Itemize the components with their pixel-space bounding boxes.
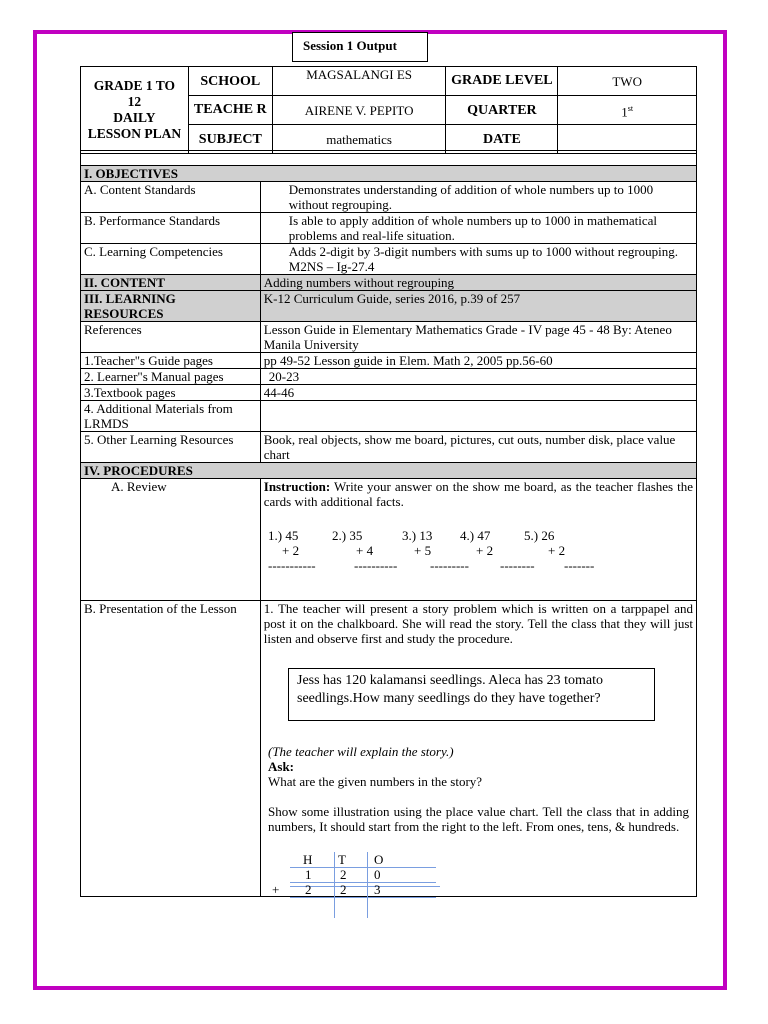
pv-header: H: [303, 852, 313, 867]
presentation-label: B. Presentation of the Lesson: [81, 601, 261, 897]
answer-line: -----------: [268, 558, 316, 573]
resource-label: 4. Additional Materials from LRMDS: [81, 401, 261, 432]
resource-label: References: [81, 322, 261, 353]
resource-label: 3.Textbook pages: [81, 385, 261, 401]
header-table: [80, 66, 697, 154]
session-label: Session 1 Output: [292, 32, 428, 62]
answer-line: -------: [564, 558, 595, 573]
procedures-heading: IV. PROCEDURES: [81, 463, 697, 479]
problem: 1.) 45: [268, 528, 299, 543]
resource-label: 2. Learner"s Manual pages: [81, 369, 261, 385]
objective-text: Demonstrates understanding of addition of whole numbers up to 1000 without regrouping.: [260, 182, 696, 213]
problem: 4.) 47: [460, 528, 491, 543]
presentation-text: 1. The teacher will present a story problem which is written on a tarppapel and post it on the chalkboard. She will read the story. Tell the class that they will just listen and observe first and study the procedure.: [263, 601, 693, 646]
content-heading: II. CONTENT: [81, 275, 261, 291]
subject-value: mathematics: [272, 125, 446, 154]
quarter-value: 1st: [558, 96, 697, 125]
grade-label: GRADE LEVEL: [446, 67, 558, 96]
illustration-text: Show some illustration using the place value chart. Tell the class that in adding numbers, It should start from the right to the left. From ones, tens, & hundreds.: [268, 804, 689, 834]
resource-text: Lesson Guide in Elementary Mathematics Grade - IV page 45 - 48 By: Ateneo Manila University: [260, 322, 696, 353]
resource-text: 44-46: [260, 385, 696, 401]
chart-line: [367, 852, 368, 918]
objectives-heading: I. OBJECTIVES: [81, 166, 697, 182]
subject-label: SUBJECT: [188, 125, 272, 154]
problem-addend: + 5: [414, 543, 432, 558]
chart-line: [290, 886, 440, 887]
objective-label: A. Content Standards: [81, 182, 261, 213]
review-label: A. Review: [81, 479, 261, 601]
quarter-label: QUARTER: [446, 96, 558, 125]
pv-digit: 0: [374, 867, 381, 882]
problem-addend: + 2: [476, 543, 494, 558]
problem: 2.) 35: [332, 528, 363, 543]
date-label: DATE: [446, 125, 558, 154]
story-problem-box: Jess has 120 kalamansi seedlings. Aleca has 23 tomato seedlings.How many seedlings do they have together?: [288, 668, 655, 721]
instruction-text: Write your answer on the show me board, as the teacher flashes the cards with additional facts.: [263, 479, 693, 509]
content-text: Adding numbers without regrouping: [260, 275, 696, 291]
resource-text: pp 49-52 Lesson guide in Elem. Math 2, 2005 pp.56-60: [260, 353, 696, 369]
answer-line: ---------: [430, 558, 469, 573]
chart-line: [334, 852, 335, 918]
ask-label: Ask:: [268, 759, 295, 774]
grade-value: TWO: [558, 67, 697, 96]
resource-text: 20-23: [260, 369, 696, 385]
objective-text: Adds 2-digit by 3-digit numbers with sums up to 1000 without regrouping. M2NS – Ig-27.4: [260, 244, 696, 275]
objective-text: Is able to apply addition of whole numbers up to 1000 in mathematical problems and real-life situation.: [260, 213, 696, 244]
presentation-details: [268, 744, 689, 834]
pv-header: O: [374, 852, 384, 867]
problem: 3.) 13: [402, 528, 433, 543]
problem-addend: + 4: [356, 543, 374, 558]
problem-addend: + 2: [282, 543, 300, 558]
objective-label: B. Performance Standards: [81, 213, 261, 244]
answer-line: ----------: [354, 558, 398, 573]
explain-note: (The teacher will explain the story.): [268, 744, 454, 759]
answer-line: --------: [500, 558, 535, 573]
resource-label: 5. Other Learning Resources: [81, 432, 261, 463]
resource-text: Book, real objects, show me board, pictures, cut outs, number disk, place value chart: [260, 432, 696, 463]
pv-digit: 3: [374, 882, 381, 897]
school-value: MAGSALANGI ES: [272, 67, 446, 96]
teacher-label: TEACHE R: [188, 96, 272, 125]
pv-digit: 2: [305, 882, 312, 897]
resource-text: [260, 401, 696, 432]
problem: 5.) 26: [524, 528, 555, 543]
resource-label: 1.Teacher"s Guide pages: [81, 353, 261, 369]
pv-digit: 1: [305, 867, 312, 882]
pv-digit: 2: [340, 867, 347, 882]
objective-label: C. Learning Competencies: [81, 244, 261, 275]
resources-heading-text: K-12 Curriculum Guide, series 2016, p.39 of 257: [260, 291, 696, 322]
chart-line: [290, 897, 436, 898]
pv-digit: 2: [340, 882, 347, 897]
chart-line: [290, 882, 436, 883]
problem-addend: + 2: [548, 543, 566, 558]
ask-question: What are the given numbers in the story?: [268, 774, 483, 789]
lesson-plan-title: GRADE 1 TO 12 DAILY LESSON PLAN: [81, 67, 189, 154]
instruction-label: Instruction:: [263, 479, 331, 494]
resources-heading: III. LEARNING RESOURCES: [81, 291, 261, 322]
teacher-value: AIRENE V. PEPITO: [272, 96, 446, 125]
pv-plus-sign: +: [272, 882, 280, 897]
school-label: SCHOOL: [188, 67, 272, 96]
pv-header: T: [338, 852, 346, 867]
